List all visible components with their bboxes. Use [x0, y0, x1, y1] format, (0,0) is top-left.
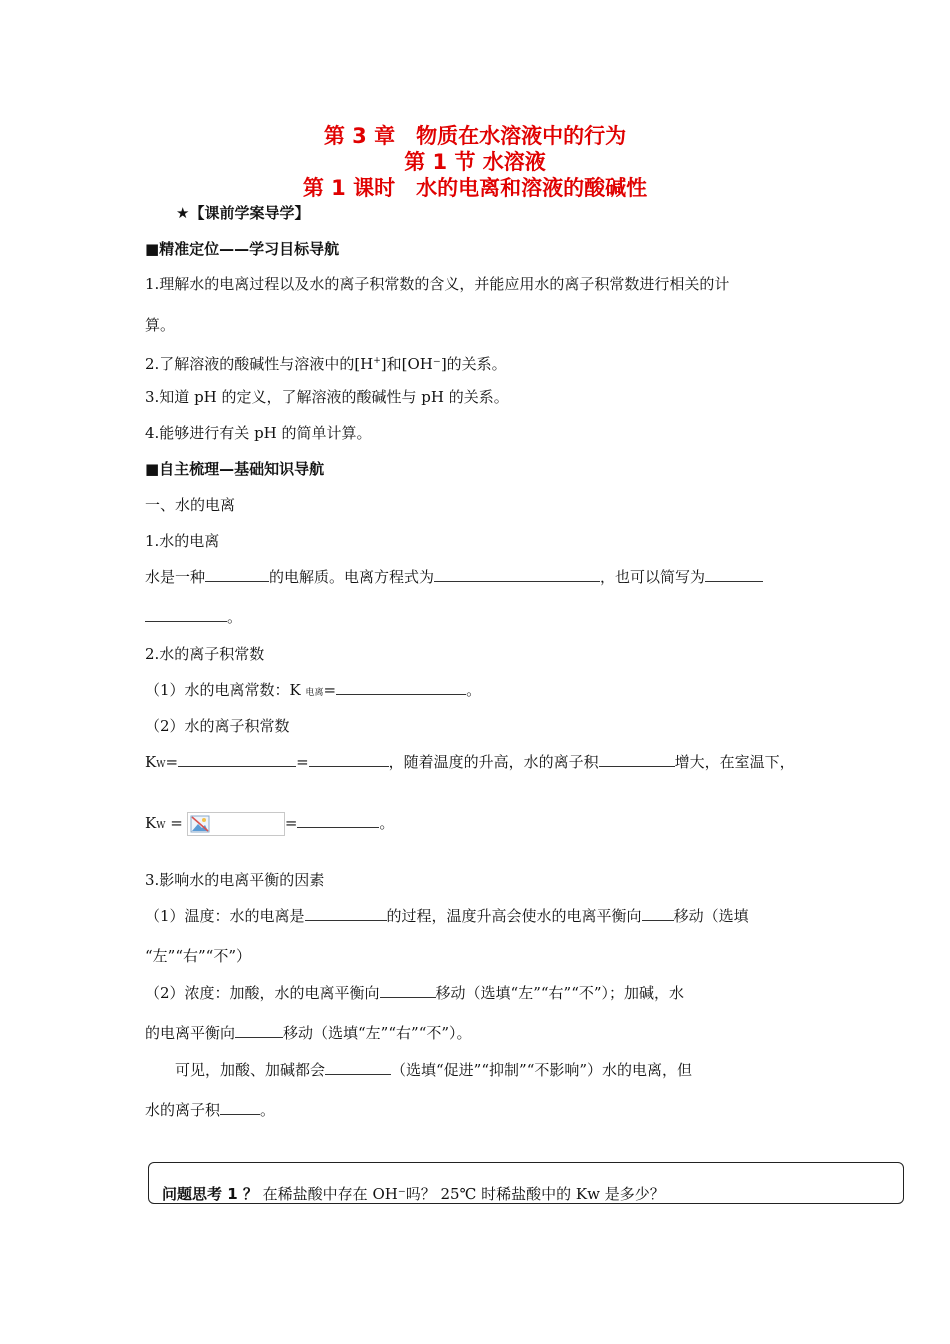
text-segment: 的电解质。电离方程式为: [269, 568, 435, 586]
concentration-line-2: [145, 1023, 472, 1043]
blank-acid-direction[interactable]: [380, 983, 436, 998]
blank-effect[interactable]: [325, 1060, 391, 1075]
guide-header: ★【课前学案导学】: [176, 204, 310, 222]
objective-2-b: ]和[OH: [380, 355, 433, 373]
text-segment: 。: [379, 814, 395, 832]
objective-2: [145, 351, 507, 374]
part-1-heading: 一、水的电离: [145, 496, 236, 514]
text-segment: ，随着温度的升高，水的离子积: [388, 753, 599, 771]
ionization-constant-line: [145, 680, 481, 703]
objective-2-c: ]的关系。: [440, 355, 507, 373]
text-segment: （选填“促进”“抑制”“不影响”）水的电离，但: [391, 1061, 693, 1079]
text-segment: =: [323, 681, 337, 699]
temperature-line: [145, 906, 749, 926]
text-segment: （1）温度：水的电离是: [145, 907, 305, 925]
broken-image-placeholder: [187, 812, 285, 836]
text-segment: （2）浓度：加酸，水的电离平衡向: [145, 984, 380, 1002]
objective-4: 4.能够进行有关 pH 的简单计算。: [145, 424, 372, 442]
broken-image-icon: [190, 815, 210, 833]
basics-header: ■自主梳理—基础知识导航: [145, 460, 325, 478]
section-title: 第 1 节 水溶液: [404, 150, 546, 174]
kw-line: [145, 752, 795, 775]
text-segment: 。: [466, 681, 482, 699]
text-segment: 可见，加酸、加碱都会: [145, 1061, 326, 1079]
water-ionization-line: [145, 567, 763, 587]
text-segment: =: [165, 814, 183, 832]
text-segment: 的电离平衡向: [145, 1024, 236, 1042]
text-segment: 移动（选填“左”“右”“不”）；加碱，水: [435, 984, 685, 1002]
objectives-header: ■精准定位——学习目标导航: [145, 240, 340, 258]
conclusion-line-2: [145, 1100, 275, 1120]
subscript: W: [156, 821, 166, 831]
question-text: 在稀盐酸中存在 OH⁻吗？ 25℃ 时稀盐酸中的 Kw 是多少？: [262, 1185, 665, 1203]
text-segment: 增大，在室温下，: [674, 753, 795, 771]
text-segment: 移动（选填: [673, 907, 749, 925]
text-segment: 。: [227, 608, 243, 626]
text-segment: =: [296, 753, 309, 771]
subsection-1-heading: 1.水的电离: [145, 532, 220, 550]
blank-kw-change[interactable]: [599, 752, 675, 767]
water-ionization-line-2: [145, 607, 242, 627]
subsection-3-heading: 3.影响水的电离平衡的因素: [145, 871, 325, 889]
h-plus-sup: +: [373, 356, 381, 366]
objective-1-line-1: 1.理解水的电离过程以及水的离子积常数的含义，并能应用水的离子积常数进行相关的计: [145, 275, 730, 293]
blank-kw-value[interactable]: [309, 752, 389, 767]
text-segment: =: [165, 753, 179, 771]
text-segment: （1）水的电离常数：K: [145, 681, 306, 699]
blank-kw-expression[interactable]: [178, 752, 296, 767]
text-segment: 水是一种: [145, 568, 206, 586]
subscript: W: [156, 760, 166, 770]
lesson-title: 第 1 课时 水的电离和溶液的酸碱性: [302, 176, 648, 200]
subscript: 电离: [305, 688, 324, 698]
text-segment: ，也可以简写为: [600, 568, 706, 586]
objective-2-a: 2.了解溶液的酸碱性与溶液中的[H: [145, 355, 374, 373]
objective-3: 3.知道 pH 的定义，了解溶液的酸碱性与 pH 的关系。: [145, 388, 509, 406]
blank-ionization-constant[interactable]: [336, 680, 466, 695]
kw-room-temp-line: [145, 810, 394, 839]
objective-1-line-2: 算。: [145, 316, 176, 334]
conclusion-line: [145, 1060, 692, 1080]
text-segment: 水的离子积: [145, 1101, 221, 1119]
ion-product-heading: （2）水的离子积常数: [145, 717, 290, 735]
blank-kw-unchanged[interactable]: [220, 1100, 260, 1115]
blank-ionization-equation[interactable]: [434, 567, 600, 582]
question-line: [162, 1184, 665, 1204]
blank-simplified-equation-cont[interactable]: [145, 607, 227, 622]
blank-kw-room-temp[interactable]: [297, 813, 379, 828]
concentration-line: [145, 983, 684, 1003]
question-label: 问题思考 1 ？: [162, 1185, 258, 1203]
text-segment: 的过程，温度升高会使水的电离平衡向: [386, 907, 642, 925]
text-segment: 。: [260, 1101, 276, 1119]
temperature-line-2: “左”“右”“不”）: [145, 947, 252, 965]
blank-endothermic[interactable]: [305, 906, 387, 921]
blank-temp-direction[interactable]: [642, 906, 674, 921]
text-segment: K: [145, 814, 157, 832]
text-segment: K: [145, 753, 157, 771]
chapter-title: 第 3 章 物质在水溶液中的行为: [323, 124, 627, 148]
blank-base-direction[interactable]: [235, 1023, 283, 1038]
text-segment: 移动（选填“左”“右”“不”）。: [283, 1024, 472, 1042]
blank-electrolyte-type[interactable]: [205, 567, 269, 582]
text-segment: =: [284, 814, 298, 832]
blank-simplified-equation[interactable]: [705, 567, 763, 582]
minus-sign: ⁻: [432, 355, 441, 373]
subsection-2-heading: 2.水的离子积常数: [145, 645, 265, 663]
